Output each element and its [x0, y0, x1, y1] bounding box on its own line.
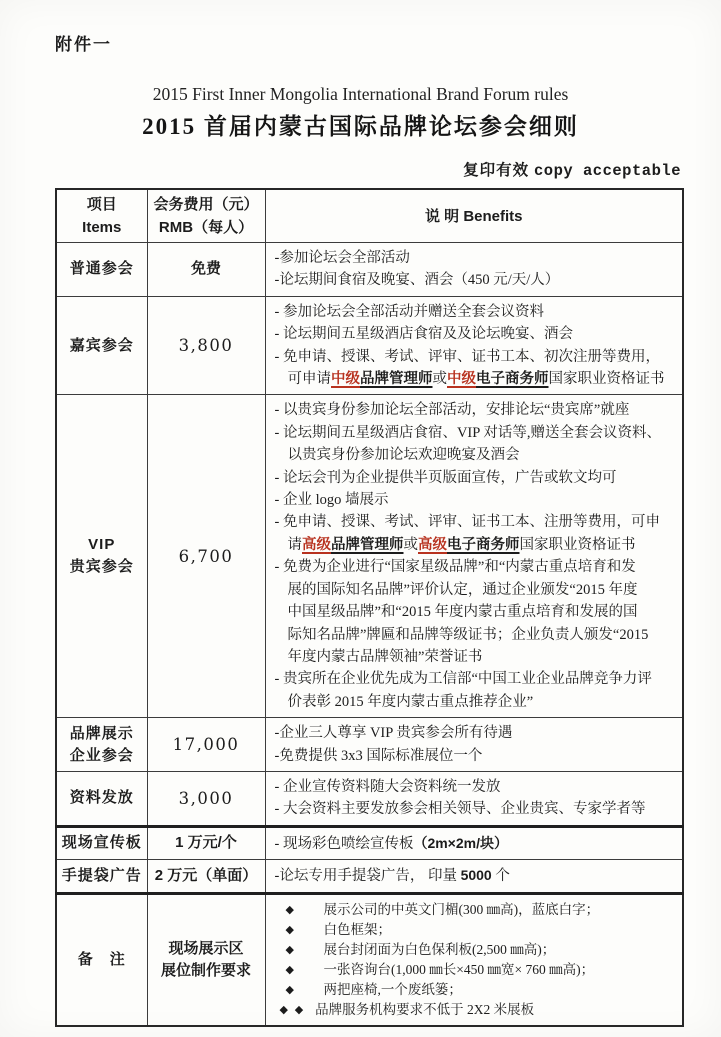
benefit-text-segment: 中级	[331, 371, 360, 388]
fee-cell	[147, 243, 265, 297]
item-line: VIP	[88, 536, 116, 554]
table-row	[56, 860, 683, 893]
table-row	[56, 893, 683, 1026]
benefit-text-segment: -论坛专用手提袋广告， 印量	[274, 868, 461, 885]
item-line: 现场宣传板	[61, 834, 142, 852]
item-cell	[56, 296, 147, 395]
benefit-text-segment: 高级	[418, 536, 447, 553]
fee-line: 17,000	[172, 735, 240, 755]
benefit-line	[275, 511, 679, 533]
benefit-text-segment: -论坛期间食宿及晚宴、酒会（450 元/天/人）	[274, 272, 560, 289]
benefit-text-segment: - 企业 logo 墙展示	[274, 492, 389, 509]
diamond-bullet-icon: ◆ ◆	[279, 1003, 306, 1016]
benefit-text-segment: 以贵宾身份参加论坛欢迎晚宴及酒会	[287, 447, 520, 464]
item-line: 企业参会	[69, 746, 134, 764]
benefit-text-segment: 中国星级品牌”和“2015 年度内蒙古重点培育和发展的国	[287, 604, 638, 621]
benefit-line	[275, 864, 679, 887]
benefit-line	[272, 920, 679, 940]
benefit-text-segment: 展的国际知名品牌”评价认定，通过企业颁发“2015 年度	[287, 581, 638, 598]
benefits-cell	[265, 718, 683, 772]
diamond-bullet-icon: ◆	[285, 963, 294, 976]
table-header-row	[56, 189, 683, 243]
benefit-line	[275, 323, 679, 345]
diamond-bullet-icon: ◆	[285, 923, 294, 936]
item-cell	[56, 771, 147, 826]
item-cell	[56, 395, 147, 718]
fee-header-zh: 会务费用（元）	[153, 196, 259, 213]
item-cell	[56, 243, 147, 297]
benefit-text-segment: -企业三人尊享 VIP 贵宾参会所有待遇	[274, 725, 513, 742]
benefit-text-segment: 两把座椅,一个废纸篓；	[323, 981, 462, 997]
diamond-bullet-icon: ◆	[285, 903, 294, 916]
benefit-text-segment: - 企业宣传资料随大会资料统一发放	[274, 778, 501, 795]
benefit-text-segment: 际知名品牌”牌匾和品牌等级证书；企业负责人颁发“2015	[287, 626, 649, 643]
fee-line: 3,000	[178, 788, 234, 808]
benefit-line	[275, 368, 679, 390]
fee-cell	[147, 395, 265, 718]
benefit-line	[275, 579, 679, 601]
fee-line: 现场展示区	[168, 939, 244, 957]
benefit-line	[272, 960, 679, 980]
benefit-text-segment: 或	[432, 371, 447, 388]
benefit-line	[275, 722, 679, 744]
benefit-line	[272, 980, 679, 1000]
benefit-text-segment: -免费提供 3x3 国际标准展位一个	[274, 747, 483, 764]
table-row	[56, 718, 683, 772]
table-header	[56, 189, 683, 243]
benefit-line	[275, 556, 679, 578]
benefit-text-segment: - 大会资料主要发放参会相关领导、企业贵宾、专家学者等	[274, 801, 646, 818]
benefit-line	[275, 832, 679, 855]
benefits-cell	[265, 395, 683, 718]
benefit-line	[272, 1000, 679, 1020]
item-line: 普通参会	[69, 260, 134, 278]
benefit-text-segment: - 免费为企业进行“国家星级品牌”和“内蒙古重点培育和发	[274, 559, 636, 576]
diamond-bullet-icon: ◆	[285, 983, 294, 996]
benefit-line	[275, 745, 679, 767]
copy-notice-english: copy acceptable	[533, 162, 681, 180]
table-row	[56, 395, 683, 718]
benefit-text-segment: - 参加论坛会全部活动并赠送全套会议资料	[274, 303, 544, 320]
benefit-text-segment: 5000	[460, 867, 492, 884]
fee-cell	[147, 771, 265, 826]
item-line: 品牌展示	[69, 724, 134, 742]
benefits-cell	[265, 243, 683, 297]
fee-line: 2 万元（单面）	[154, 866, 258, 884]
benefit-line	[275, 624, 679, 646]
benefits-cell	[265, 826, 683, 859]
item-line: 嘉宾参会	[69, 336, 134, 354]
benefit-text-segment: 中级	[447, 371, 476, 388]
benefit-text-segment: 高级	[302, 536, 331, 553]
table-body	[56, 243, 683, 1026]
benefit-text-segment: 一张咨询台(1,000 ㎜长×450 ㎜宽× 760 ㎜高)；	[323, 961, 595, 977]
fee-line: 免费	[190, 260, 221, 278]
item-cell	[56, 826, 147, 859]
benefit-text-segment: - 现场彩色喷绘宣传板	[274, 835, 414, 852]
benefit-text-segment: - 贵宾所在企业优先成为工信部“中国工业企业品牌竞争力评	[274, 671, 652, 688]
fee-line: 1 万元/个	[175, 834, 237, 852]
items-header-en: Items	[82, 219, 122, 236]
column-header-benefits: 说 明 Benefits	[265, 189, 683, 243]
benefit-text-segment: 或	[403, 536, 418, 553]
benefits-cell	[265, 296, 683, 395]
copy-notice-chinese: 复印有效	[463, 162, 530, 179]
benefit-line	[272, 940, 679, 960]
table-row	[56, 826, 683, 859]
benefit-line	[275, 247, 679, 269]
document-title-english: 2015 First Inner Mongolia International Brand Forum rules	[152, 84, 569, 104]
benefit-text-segment: 国家职业资格证书	[519, 536, 636, 553]
benefit-line	[275, 776, 679, 798]
benefit-text-segment: 国家职业资格证书	[548, 371, 665, 388]
benefit-text-segment: 年度内蒙古品牌领袖”荣誉证书	[287, 648, 483, 665]
benefit-text-segment: 价表彰 2015 年度内蒙古重点推荐企业”	[287, 693, 534, 710]
benefit-text-segment: - 免申请、授课、考试、评审、证书工本、注册等费用，可申	[274, 514, 660, 531]
fee-cell	[147, 860, 265, 893]
benefit-line	[275, 646, 679, 668]
benefit-line	[275, 798, 679, 820]
benefit-line	[275, 422, 679, 444]
attachment-label: 附件一	[55, 35, 112, 54]
benefit-text-segment: - 以贵宾身份参加论坛全部活动，安排论坛“贵宾席”就座	[274, 402, 630, 419]
benefit-text-segment: 电子商务师	[476, 371, 549, 388]
benefit-line	[275, 489, 679, 511]
fee-cell	[147, 826, 265, 859]
table-row	[56, 243, 683, 297]
item-line: 资料发放	[69, 789, 134, 807]
column-header-items	[56, 189, 147, 243]
fee-line: 6,700	[178, 546, 234, 566]
copy-validity-notice	[463, 158, 681, 180]
item-cell	[56, 860, 147, 893]
benefit-line	[275, 346, 679, 368]
benefit-text-segment: - 论坛期间五星级酒店食宿、VIP 对话等,赠送全套会议资料、	[274, 424, 662, 441]
column-header-fee	[147, 189, 265, 243]
benefit-line	[275, 269, 679, 291]
benefit-line	[275, 691, 679, 713]
benefit-text-segment: 品牌管理师	[360, 371, 433, 388]
benefit-text-segment: （2m×2m/块）	[413, 834, 508, 851]
benefit-text-segment: 展台封闭面为白色保利板(2,500 ㎜高)；	[323, 941, 556, 957]
benefit-text-segment: - 论坛期间五星级酒店食宿及及论坛晚宴、酒会	[274, 326, 573, 343]
table-row	[56, 771, 683, 826]
benefit-line	[275, 399, 679, 421]
benefit-text-segment: -参加论坛会全部活动	[274, 250, 410, 266]
fee-line: 展位制作要求	[160, 961, 251, 979]
item-cell	[56, 893, 147, 1026]
fee-cell	[147, 893, 265, 1026]
item-cell	[56, 718, 147, 772]
benefit-line	[275, 301, 679, 323]
benefits-cell	[265, 860, 683, 893]
benefit-line	[272, 900, 679, 920]
benefit-text-segment: 展示公司的中英文门楣(300 ㎜高)，蓝底白字；	[323, 901, 600, 917]
benefit-line	[275, 444, 679, 466]
benefits-cell	[265, 771, 683, 826]
fee-cell	[147, 718, 265, 772]
benefit-line	[275, 467, 679, 489]
fee-cell	[147, 296, 265, 395]
fee-header-en: RMB（每人）	[158, 219, 254, 236]
benefit-text-segment: 白色框架；	[323, 921, 391, 937]
benefit-text-segment: 请	[287, 536, 302, 553]
benefit-line	[275, 601, 679, 623]
benefit-text-segment: - 免申请、授课、考试、评审、证书工本、初次注册等费用，	[274, 348, 660, 365]
benefits-cell	[265, 893, 683, 1026]
item-line: 备 注	[77, 950, 126, 968]
document-title-chinese: 2015 首届内蒙古国际品牌论坛参会细则	[142, 114, 579, 139]
forum-fees-table	[55, 188, 684, 1027]
benefit-text-segment: 品牌服务机构要求不低于 2X2 米展板	[315, 1001, 535, 1017]
benefit-line	[275, 668, 679, 690]
item-line: 贵宾参会	[69, 558, 134, 576]
fee-line: 3,800	[178, 336, 234, 356]
table-row	[56, 296, 683, 395]
benefit-text-segment: 可申请	[287, 371, 331, 388]
diamond-bullet-icon: ◆	[285, 943, 294, 956]
benefit-line	[275, 534, 679, 556]
benefit-text-segment: 品牌管理师	[331, 536, 404, 553]
benefit-text-segment: - 论坛会刊为企业提供半页版面宣传，广告或软文均可	[274, 469, 617, 486]
benefit-text-segment: 个	[491, 868, 510, 885]
benefit-text-segment: 电子商务师	[447, 536, 520, 553]
item-line: 手提袋广告	[61, 866, 142, 884]
items-header-zh: 项目	[86, 196, 117, 213]
